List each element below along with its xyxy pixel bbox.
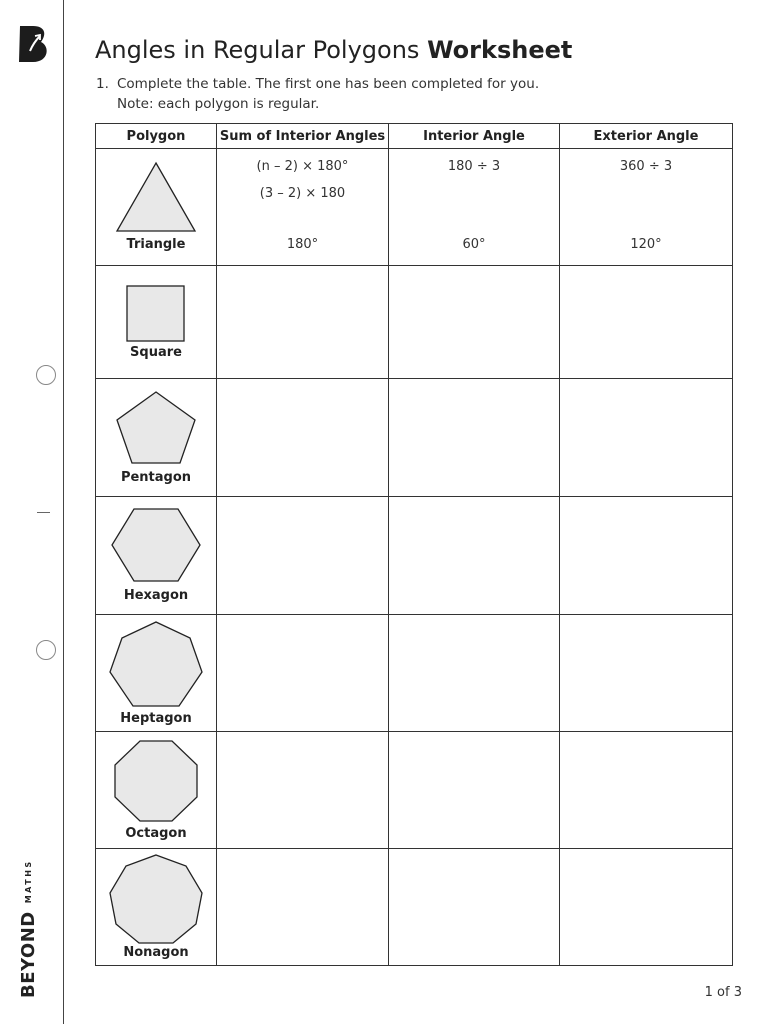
instructions [96, 74, 539, 114]
beyond-logo-icon [17, 24, 51, 64]
polygon-name: Triangle [126, 237, 186, 252]
punch-hole-bottom [36, 640, 56, 660]
interior-angle-cell[interactable] [389, 379, 560, 497]
polygon-cell [96, 732, 217, 849]
polygon-cell [96, 497, 217, 615]
instruction-line-1: Complete the table. The first one has been completed for you. [117, 76, 540, 92]
square-shape-icon [125, 284, 187, 344]
table-row [96, 379, 733, 497]
table-header-row [96, 124, 733, 149]
margin-rule [63, 0, 64, 1024]
interior-angle-cell [389, 149, 560, 266]
polygon-name: Pentagon [120, 470, 192, 485]
polygon-angles-table [95, 123, 733, 966]
brand-vertical [14, 860, 54, 1000]
interior-angle-cell[interactable] [389, 732, 560, 849]
instruction-line-2: Note: each polygon is regular. [117, 96, 320, 112]
triangle-shape-icon [115, 161, 197, 233]
question-number: 1. [96, 76, 109, 92]
interior-answer: 60° [462, 237, 486, 252]
exterior-angle-cell[interactable] [560, 615, 733, 732]
sum-working: (3 – 2) × 180 [259, 186, 346, 201]
sum-interior-cell[interactable] [217, 266, 389, 379]
sum-formula: (n – 2) × 180° [256, 159, 349, 174]
table-row [96, 732, 733, 849]
punch-hole-top [36, 365, 56, 385]
polygon-cell [96, 266, 217, 379]
table-row [96, 266, 733, 379]
table-row [96, 849, 733, 966]
exterior-angle-cell [560, 149, 733, 266]
title-regular: Angles in Regular Polygons [95, 36, 420, 64]
polygon-cell [96, 615, 217, 732]
sum-interior-cell [217, 149, 389, 266]
polygon-name: Hexagon [123, 588, 189, 603]
exterior-working: 360 ÷ 3 [619, 159, 673, 174]
page-title [95, 36, 572, 64]
table-row [96, 497, 733, 615]
table-row [96, 149, 733, 266]
sum-interior-cell[interactable] [217, 849, 389, 966]
heptagon-shape-icon [108, 620, 204, 708]
header-interior-angle: Interior Angle [389, 124, 560, 149]
interior-angle-cell[interactable] [389, 266, 560, 379]
polygon-name: Square [130, 345, 182, 360]
polygon-cell [96, 849, 217, 966]
brand-name: BEYOND [18, 911, 39, 998]
table-row [96, 615, 733, 732]
polygon-cell [96, 149, 217, 266]
polygon-name: Octagon [125, 826, 187, 841]
pentagon-shape-icon [114, 390, 198, 466]
interior-angle-cell[interactable] [389, 615, 560, 732]
exterior-angle-cell[interactable] [560, 379, 733, 497]
hexagon-shape-icon [110, 507, 202, 583]
page-number: 1 of 3 [704, 985, 742, 1000]
brand-sub: MATHS [24, 859, 33, 904]
interior-angle-cell[interactable] [389, 849, 560, 966]
header-exterior-angle: Exterior Angle [560, 124, 733, 149]
sum-interior-cell[interactable] [217, 379, 389, 497]
center-mark [37, 512, 50, 513]
polygon-cell [96, 379, 217, 497]
sum-interior-cell[interactable] [217, 497, 389, 615]
nonagon-shape-icon [107, 853, 205, 945]
interior-angle-cell[interactable] [389, 497, 560, 615]
exterior-answer: 120° [630, 237, 662, 252]
exterior-angle-cell[interactable] [560, 266, 733, 379]
exterior-angle-cell[interactable] [560, 849, 733, 966]
sum-interior-cell[interactable] [217, 732, 389, 849]
octagon-shape-icon [112, 739, 200, 823]
interior-working: 180 ÷ 3 [447, 159, 501, 174]
exterior-angle-cell[interactable] [560, 732, 733, 849]
header-sum-interior: Sum of Interior Angles [217, 124, 389, 149]
sum-interior-cell[interactable] [217, 615, 389, 732]
polygon-name: Heptagon [120, 711, 192, 726]
header-polygon: Polygon [96, 124, 217, 149]
polygon-name: Nonagon [123, 945, 189, 960]
sum-answer: 180° [286, 237, 319, 252]
title-bold: Worksheet [427, 36, 573, 64]
exterior-angle-cell[interactable] [560, 497, 733, 615]
